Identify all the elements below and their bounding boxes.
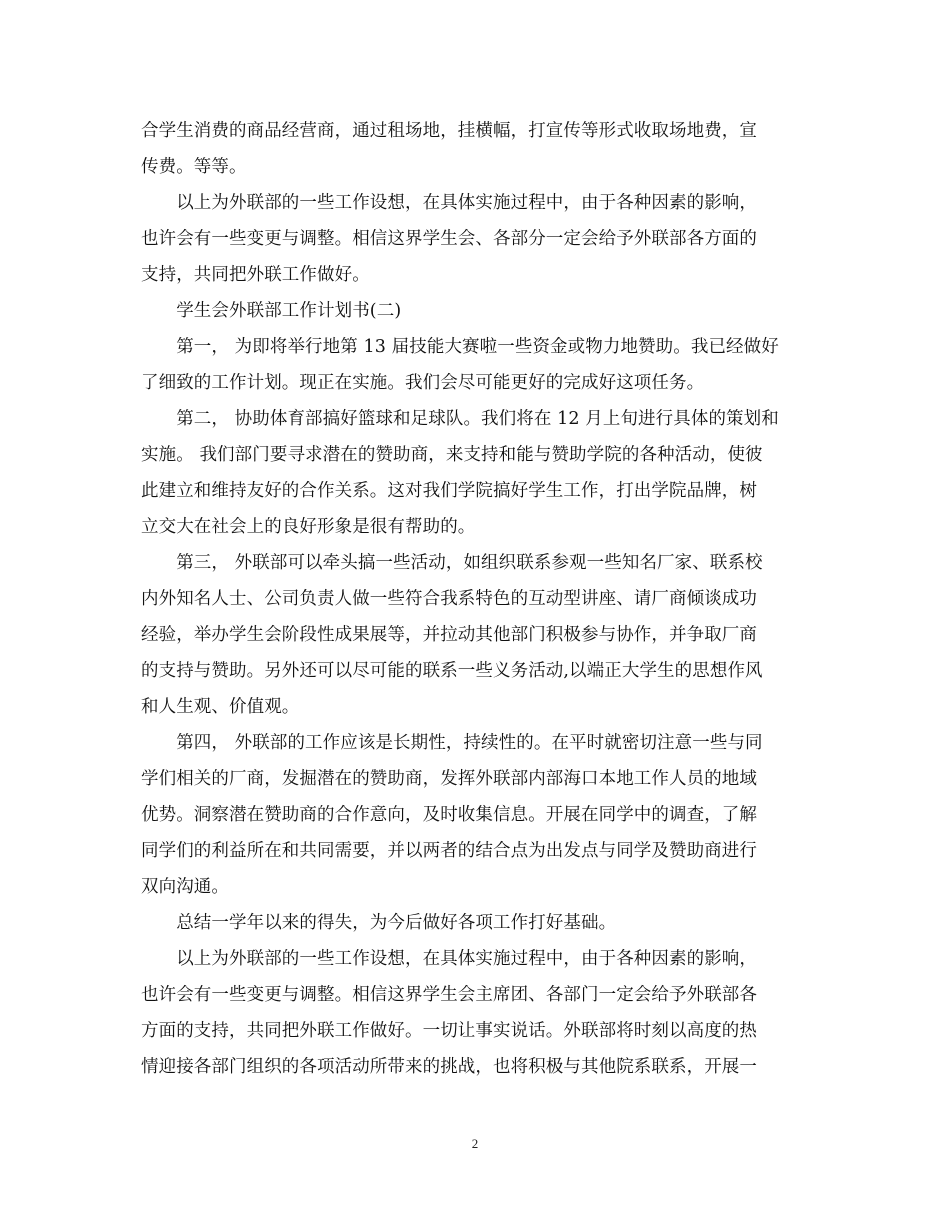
text-line: 也许会有一些变更与调整。相信这界学生会、各部分一定会给予外联部各方面的 (141, 229, 757, 249)
text-line: 的支持与赞助。另外还可以尽可能的联系一些义务活动,以端正大学生的思想作风 (141, 661, 763, 681)
text-line: 和人生观、价值观。 (141, 697, 300, 717)
page-number: 2 (471, 1136, 479, 1151)
text-line: 立交大在社会上的良好形象是很有帮助的。 (141, 517, 476, 537)
body-text (141, 113, 801, 1085)
text-line: 以上为外联部的一些工作设想，在具体实施过程中，由于各种因素的影响， (141, 949, 757, 969)
text-line: 此建立和维持友好的合作关系。这对我们学院搞好学生工作，打出学院品牌，树 (141, 481, 757, 501)
text-line: 学们相关的厂商，发掘潜在的赞助商，发挥外联部内部海口本地工作人员的地域 (141, 769, 757, 789)
text-line: 支持，共同把外联工作做好。 (141, 265, 370, 285)
text-line: 情迎接各部门组织的各项活动所带来的挑战，也将积极与其他院系联系，开展一 (141, 1057, 757, 1077)
text-line: 内外知名人士、公司负责人做一些符合我系特色的互动型讲座、请厂商倾谈成功 (141, 589, 757, 609)
text-line: 经验，举办学生会阶段性成果展等，并拉动其他部门积极参与协作，并争取厂商 (141, 625, 757, 645)
text-line: 第四， 外联部的工作应该是长期性，持续性的。在平时就密切注意一些与同 (141, 733, 763, 753)
text-line: 传费。等等。 (141, 157, 247, 177)
text-line: 第二， 协助体育部搞好篮球和足球队。我们将在 12 月上旬进行具体的策划和 (141, 409, 779, 429)
text-line: 总结一学年以来的得失，为今后做好各项工作打好基础。 (141, 913, 617, 933)
text-line: 了细致的工作计划。现正在实施。我们会尽可能更好的完成好这项任务。 (141, 373, 705, 393)
text-line: 同学们的利益所在和共同需要，并以两者的结合点为出发点与同学及赞助商进行 (141, 841, 757, 861)
text-line: 方面的支持，共同把外联工作做好。一切让事实说话。外联部将时刻以高度的热 (141, 1021, 757, 1041)
text-line: 以上为外联部的一些工作设想，在具体实施过程中，由于各种因素的影响， (141, 193, 757, 213)
text-line: 优势。洞察潜在赞助商的合作意向，及时收集信息。开展在同学中的调查，了解 (141, 805, 757, 825)
text-line: 实施。 我们部门要寻求潜在的赞助商，来支持和能与赞助学院的各种活动，使彼 (141, 445, 763, 465)
text-line: 合学生消费的商品经营商，通过租场地，挂横幅，打宣传等形式收取场地费，宣 (141, 121, 757, 141)
text-line: 第一， 为即将举行地第 13 届技能大赛啦一些资金或物力地赞助。我已经做好 (141, 337, 779, 357)
text-line: 也许会有一些变更与调整。相信这界学生会主席团、各部门一定会给予外联部各 (141, 985, 757, 1005)
text-line: 双向沟通。 (141, 877, 229, 897)
text-line: 第三， 外联部可以牵头搞一些活动，如组织联系参观一些知名厂家、联系校 (141, 553, 763, 573)
section-heading: 学生会外联部工作计划书(二) (141, 301, 402, 321)
